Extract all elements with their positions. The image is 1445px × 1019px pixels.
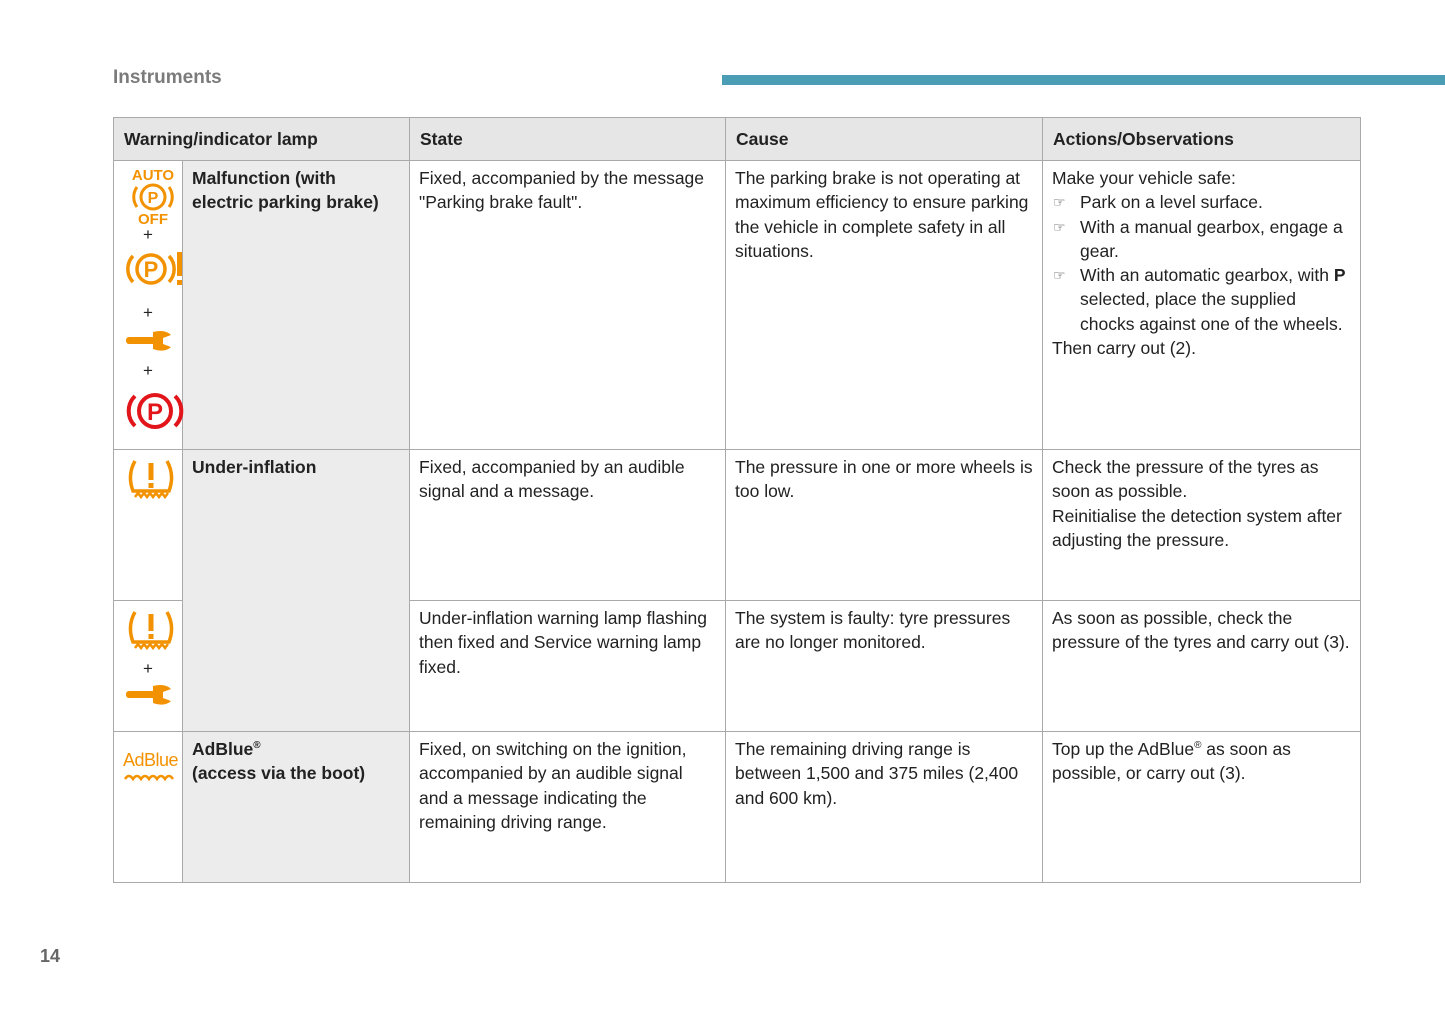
state-cell bbox=[410, 161, 726, 450]
actions-cell bbox=[1043, 161, 1361, 450]
state-cell bbox=[410, 601, 726, 732]
table-row bbox=[114, 161, 1361, 450]
actions-text: As soon as possible, check the pressure of the tyres and carry out (3). bbox=[1052, 608, 1350, 653]
actions-intro: Make your vehicle safe: bbox=[1052, 168, 1236, 188]
cause-text: The remaining driving range is between 1,500 and 375 miles (2,400 and 600 km). bbox=[735, 739, 1019, 808]
column-header-actions: Actions/Observations bbox=[1043, 118, 1361, 161]
warning-lamp-table bbox=[113, 117, 1361, 883]
column-header-state: State bbox=[410, 118, 726, 161]
service-wrench-icon bbox=[123, 326, 175, 356]
pointing-hand-icon: ☞ bbox=[1053, 194, 1066, 211]
svg-text:P: P bbox=[146, 399, 164, 426]
plus-sign: + bbox=[143, 361, 153, 380]
lamp-name-cell bbox=[183, 732, 410, 883]
state-text: Fixed, accompanied by the message "Parking brake fault". bbox=[419, 168, 705, 213]
lamp-name: Malfunction (with bbox=[192, 168, 336, 188]
section-title: Instruments bbox=[113, 67, 222, 88]
lamp-name: electric parking brake) bbox=[192, 192, 379, 213]
actions-cell bbox=[1043, 601, 1361, 732]
tyre-pressure-icon bbox=[123, 606, 179, 656]
pointing-hand-icon: ☞ bbox=[1053, 267, 1066, 284]
lamp-name-cell bbox=[183, 161, 410, 450]
cause-text: The pressure in one or more wheels is too low. bbox=[735, 457, 1033, 502]
actions-text: Reinitialise the detection system after adjusting the pressure. bbox=[1052, 505, 1342, 550]
parking-brake-icon bbox=[123, 386, 187, 436]
lamp-icons-cell bbox=[114, 161, 183, 450]
svg-text:OFF: OFF bbox=[138, 211, 168, 226]
cause-cell bbox=[726, 601, 1043, 732]
header-accent-bar bbox=[722, 75, 1445, 85]
cause-cell bbox=[726, 732, 1043, 883]
lamp-icons-cell bbox=[114, 450, 183, 601]
state-text: Fixed, on switching on the ignition, accompanied by an audible signal and a message indicating the remaining driving range. bbox=[419, 739, 687, 832]
lamp-name: (access via the boot) bbox=[192, 763, 366, 784]
actions-cell bbox=[1043, 450, 1361, 601]
actions-outro: Then carry out (2). bbox=[1052, 338, 1196, 359]
actions-cell: Top up the AdBlue® as soon as possible, or carry out (3). bbox=[1043, 732, 1361, 883]
cause-text: The system is faulty: tyre pressures are no longer monitored. bbox=[735, 608, 1011, 653]
svg-text:P: P bbox=[143, 257, 159, 282]
state-text: Under-inflation warning lamp flashing then fixed and Service warning lamp fixed. bbox=[419, 608, 707, 677]
actions-text: Check the pressure of the tyres as soon as possible. bbox=[1052, 457, 1319, 502]
list-item: ☞ With an automatic gearbox, with P selected, place the supplied chocks against one of the wheels. bbox=[1052, 263, 1351, 336]
lamp-name: Under-inflation bbox=[192, 457, 317, 477]
park-brake-fault-icon bbox=[123, 246, 187, 292]
table-row bbox=[114, 732, 1361, 883]
svg-text:AUTO: AUTO bbox=[131, 167, 175, 184]
plus-sign: + bbox=[143, 303, 153, 322]
state-cell bbox=[410, 450, 726, 601]
column-header-cause: Cause bbox=[726, 118, 1043, 161]
lamp-name: AdBlue® bbox=[192, 739, 261, 759]
plus-sign: + bbox=[143, 659, 153, 678]
pointing-hand-icon: ☞ bbox=[1053, 218, 1066, 235]
lamp-icons-cell bbox=[114, 732, 183, 883]
adblue-icon: AdBlue bbox=[123, 750, 179, 770]
list-item: ☞ Park on a level surface. bbox=[1052, 190, 1351, 214]
table-header-row bbox=[114, 118, 1361, 161]
table-row bbox=[114, 450, 1361, 601]
lamp-name-cell bbox=[183, 450, 410, 732]
cause-cell bbox=[726, 450, 1043, 601]
lamp-icons-cell bbox=[114, 601, 183, 732]
service-wrench-icon bbox=[123, 680, 175, 710]
list-item: ☞ With a manual gearbox, engage a gear. bbox=[1052, 215, 1351, 264]
cause-text: The parking brake is not operating at maximum efficiency to ensure parking the vehicle in complete safety in all situations. bbox=[735, 168, 1029, 261]
plus-sign: + bbox=[143, 225, 153, 244]
state-cell bbox=[410, 732, 726, 883]
auto-park-off-icon bbox=[123, 166, 183, 226]
column-header-lamp: Warning/indicator lamp bbox=[114, 118, 410, 161]
state-text: Fixed, accompanied by an audible signal and a message. bbox=[419, 457, 685, 502]
tyre-pressure-icon bbox=[123, 455, 179, 505]
adblue-wave-icon bbox=[123, 772, 175, 782]
cause-cell bbox=[726, 161, 1043, 450]
page-number: 14 bbox=[40, 946, 61, 966]
svg-text:P: P bbox=[147, 190, 159, 207]
